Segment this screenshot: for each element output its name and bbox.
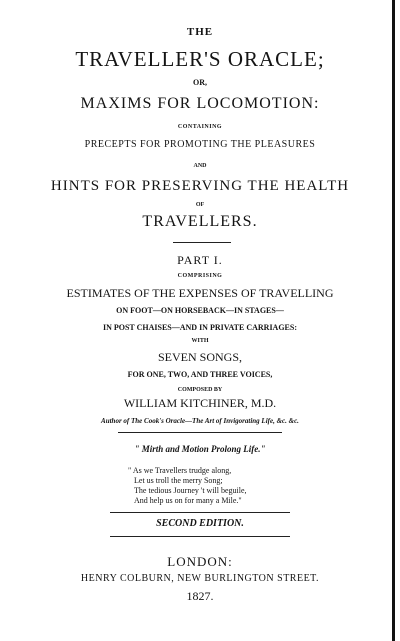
author-works: Author of The Cook's Oracle—The Art of Invigorating Life, &c. &c. — [101, 417, 299, 425]
post-chaises-line: IN POST CHAISES—AND IN PRIVATE CARRIAGES: — [102, 323, 298, 332]
subtitle: MAXIMS FOR LOCOMOTION: — [80, 95, 320, 112]
verse-line-3: The tedious Journey 't will beguile, — [134, 486, 247, 495]
verse-block — [128, 466, 328, 506]
on-foot-line: ON FOOT—ON HORSEBACK—IN STAGES— — [116, 306, 284, 315]
edition-label: SECOND EDITION. — [156, 518, 244, 529]
or-label: OR, — [193, 78, 207, 87]
verse-line-4: And help us on for many a Mile." — [134, 496, 242, 505]
estimates-line: ESTIMATES OF THE EXPENSES OF TRAVELLING — [66, 286, 334, 300]
precepts-line: PRECEPTS FOR PROMOTING THE PLEASURES — [84, 139, 316, 150]
city: LONDON: — [167, 554, 233, 569]
and-label: AND — [193, 163, 207, 169]
hints-line: HINTS FOR PRESERVING THE HEALTH — [50, 178, 350, 194]
voices-line: FOR ONE, TWO, AND THREE VOICES, — [127, 370, 273, 379]
the-label: THE — [186, 26, 214, 38]
motto: " Mirth and Motion Prolong Life." — [134, 444, 266, 454]
with-label: WITH — [191, 338, 209, 344]
divider-rule — [173, 242, 231, 243]
composed-by-label: COMPOSED BY — [177, 387, 223, 393]
part-heading: PART I. — [177, 253, 223, 267]
edition-rule-bottom — [110, 536, 290, 537]
containing-label: CONTAINING — [177, 124, 223, 130]
seven-songs-line: SEVEN SONGS, — [157, 350, 242, 364]
comprising-label: COMPRISING — [177, 273, 223, 279]
verse-line-1: " As we Travellers trudge along, — [128, 466, 232, 475]
year: 1827. — [186, 589, 214, 603]
of-label: OF — [195, 202, 205, 208]
edition-rule-top — [110, 512, 290, 513]
publisher: HENRY COLBURN, NEW BURLINGTON STREET. — [80, 573, 320, 584]
main-title: TRAVELLER'S ORACLE; — [75, 47, 325, 71]
motto-rule-top — [118, 432, 282, 433]
travellers-line: TRAVELLERS. — [142, 213, 258, 230]
author-name: WILLIAM KITCHINER, M.D. — [123, 396, 277, 410]
verse-line-2: Let us troll the merry Song; — [134, 476, 223, 485]
